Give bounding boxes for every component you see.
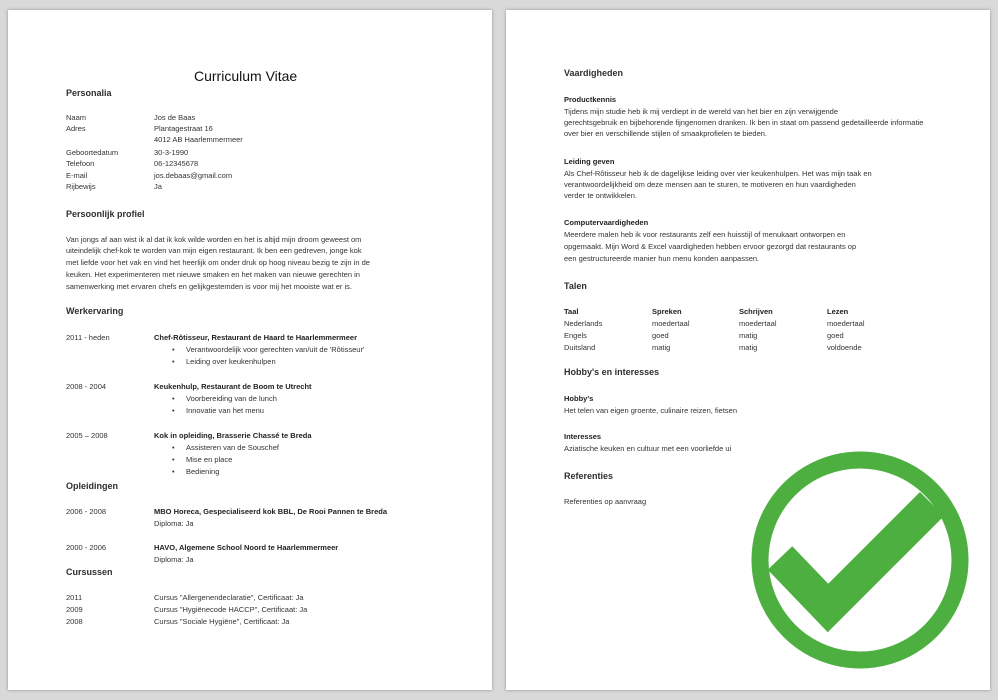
personalia-label: Rijbewijs [66, 182, 96, 191]
talen-col-header: Lezen [827, 307, 849, 316]
section-personalia-heading: Personalia [66, 88, 112, 98]
talen-cell: Engels [564, 331, 587, 340]
skill-line: verantwoordelijkheid om deze mensen aan te sturen, te motiveren en hun vaardigheden [564, 180, 856, 189]
section-referenties-heading: Referenties [564, 471, 614, 481]
hobby-title: Hobby's [564, 394, 594, 403]
opl-diploma: Diploma: Ja [154, 555, 194, 564]
opl-name: MBO Horeca, Gespecialiseerd kok BBL, De Rooi Pannen te Breda [154, 507, 387, 516]
talen-cell: Duitsland [564, 343, 596, 352]
opl-period: 2006 - 2008 [66, 507, 107, 516]
talen-col-header: Taal [564, 307, 579, 316]
profiel-line: samenwerking met ervaren chefs en gelijkgestemden is voor mij het mooiste wat er is. [66, 282, 352, 291]
hobby-line: Het telen van eigen groente, culinaire reizen, fietsen [564, 406, 738, 415]
talen-cell: moedertaal [652, 319, 690, 328]
skill-line: over bier en verschillende stijlen of smaakprofielen te bieden. [564, 129, 768, 138]
referenties-text: Referenties op aanvraag [564, 497, 647, 506]
cursus-year: 2008 [66, 617, 83, 626]
section-profiel-heading: Persoonlijk profiel [66, 209, 145, 219]
werk-period: 2005 – 2008 [66, 431, 108, 440]
werk-period: 2011 - heden [66, 333, 110, 342]
personalia-value: 30-3-1990 [154, 148, 189, 157]
profiel-line: Van jongs af aan wist ik al dat ik kok wilde worden en het is altijd mijn droom geweest om [66, 235, 362, 244]
personalia-value: jos.debaas@gmail.com [154, 171, 233, 180]
skill-line: Tijdens mijn studie heb ik mij verdiept in de wereld van het bier en zijn verwijgende [564, 107, 839, 116]
talen-cell: matig [739, 331, 758, 340]
talen-cell: moedertaal [827, 319, 865, 328]
cursus-name: Cursus "Allergenendeclaratie", Certificaat: Ja [154, 593, 304, 602]
personalia-label: Naam [66, 113, 87, 122]
skill-line: Meerdere malen heb ik voor restaurants zelf een huisstijl of menukaart ontworpen en [564, 230, 846, 239]
cv-page-1 [8, 10, 492, 690]
werk-bullet: • Bediening [186, 466, 219, 478]
section-opleidingen-heading: Opleidingen [66, 481, 119, 491]
werk-bullet: • Mise en place [186, 454, 232, 466]
hobby-title: Interesses [564, 432, 602, 441]
skill-line: een gestructureerde manier hun menu konden aanpassen. [564, 254, 760, 263]
opl-diploma: Diploma: Ja [154, 519, 194, 528]
werk-period: 2008 - 2004 [66, 382, 107, 391]
werk-role: Keukenhulp, Restaurant de Boom te Utrecht [154, 382, 312, 391]
werk-bullet: • Voorbereiding van de lunch [186, 393, 277, 405]
personalia-value: Plantagestraat 16 [154, 124, 213, 133]
cursus-name: Cursus "Hygiënecode HACCP", Certificaat: Ja [154, 605, 308, 614]
werk-role: Chef-Rôtisseur, Restaurant de Haard te Haarlemmermeer [154, 333, 357, 342]
cursus-year: 2009 [66, 605, 83, 614]
personalia-value: 06-12345678 [154, 159, 199, 168]
skill-title: Computervaardigheden [564, 218, 649, 227]
talen-cell: Nederlands [564, 319, 603, 328]
personalia-value: Ja [154, 182, 162, 191]
personalia-value: Jos de Baas [154, 113, 196, 122]
check-mark [780, 504, 932, 608]
cv-title: Curriculum Vitae [194, 68, 298, 84]
talen-col-header: Schrijven [739, 307, 773, 316]
section-werkervaring-heading: Werkervaring [66, 306, 124, 316]
profiel-line: keuken. Het experimenteren met nieuwe smaken en het maken van nieuwe gerechten in [66, 270, 360, 279]
personalia-label: E-mail [66, 171, 88, 180]
skill-line: verder te ontwikkelen. [564, 191, 637, 200]
personalia-label: Geboortedatum [66, 148, 119, 157]
werk-role: Kok in opleiding, Brasserie Chassé te Breda [154, 431, 312, 440]
check-icon [750, 450, 970, 670]
werk-bullet: • Leiding over keukenhulpen [186, 356, 276, 368]
skill-title: Productkennis [564, 95, 617, 104]
personalia-label: Telefoon [66, 159, 95, 168]
skill-line: Als Chef-Rôtisseur heb ik de dagelijkse leiding over vier keukenhulpen. Het was mijn taak en [564, 169, 872, 178]
section-cursussen-heading: Cursussen [66, 567, 113, 577]
section-vaardigheden-heading: Vaardigheden [564, 68, 624, 78]
skill-line: gerechtsgebruik en bijbehorende fijngenomen dranken. Ik ben in staat om passend gedetailleerde informatie [564, 118, 924, 127]
werk-bullet: • Verantwoordelijk voor gerechten van/uit de 'Rôtisseur' [186, 344, 364, 356]
werk-bullet: • Innovatie van het menu [186, 405, 264, 417]
personalia-value: 4012 AB Haarlemmermeer [154, 135, 243, 144]
profiel-line: uiteindelijk chef-kok te worden van mijn eigen restaurant. Ik ben een gedreven, jonge kok [66, 246, 362, 255]
section-hobby-heading: Hobby's en interesses [564, 367, 660, 377]
cursus-year: 2011 [66, 593, 83, 602]
opl-name: HAVO, Algemene School Noord te Haarlemmermeer [154, 543, 339, 552]
talen-col-header: Spreken [652, 307, 682, 316]
opl-period: 2000 - 2006 [66, 543, 107, 552]
hobby-line: Aziatische keuken en cultuur met een voorliefde ui [564, 444, 732, 453]
cursus-name: Cursus "Sociale Hygiëne", Certificaat: Ja [154, 617, 290, 626]
talen-cell: matig [739, 343, 758, 352]
talen-cell: matig [652, 343, 671, 352]
profiel-line: met liefde voor het vak en vind het heerlijk om onder druk op hoog niveau bezig te zijn in de [66, 258, 370, 267]
talen-cell: goed [652, 331, 669, 340]
skill-title: Leiding geven [564, 157, 615, 166]
personalia-label: Adres [66, 124, 86, 133]
talen-cell: voldoende [827, 343, 862, 352]
talen-cell: moedertaal [739, 319, 777, 328]
skill-line: opgemaakt. Mijn Word & Excel vaardigheden hebben ervoor gezorgd dat restaurants op [564, 242, 857, 251]
section-talen-heading: Talen [564, 281, 587, 291]
werk-bullet: • Assisteren van de Souschef [186, 442, 279, 454]
talen-cell: goed [827, 331, 844, 340]
